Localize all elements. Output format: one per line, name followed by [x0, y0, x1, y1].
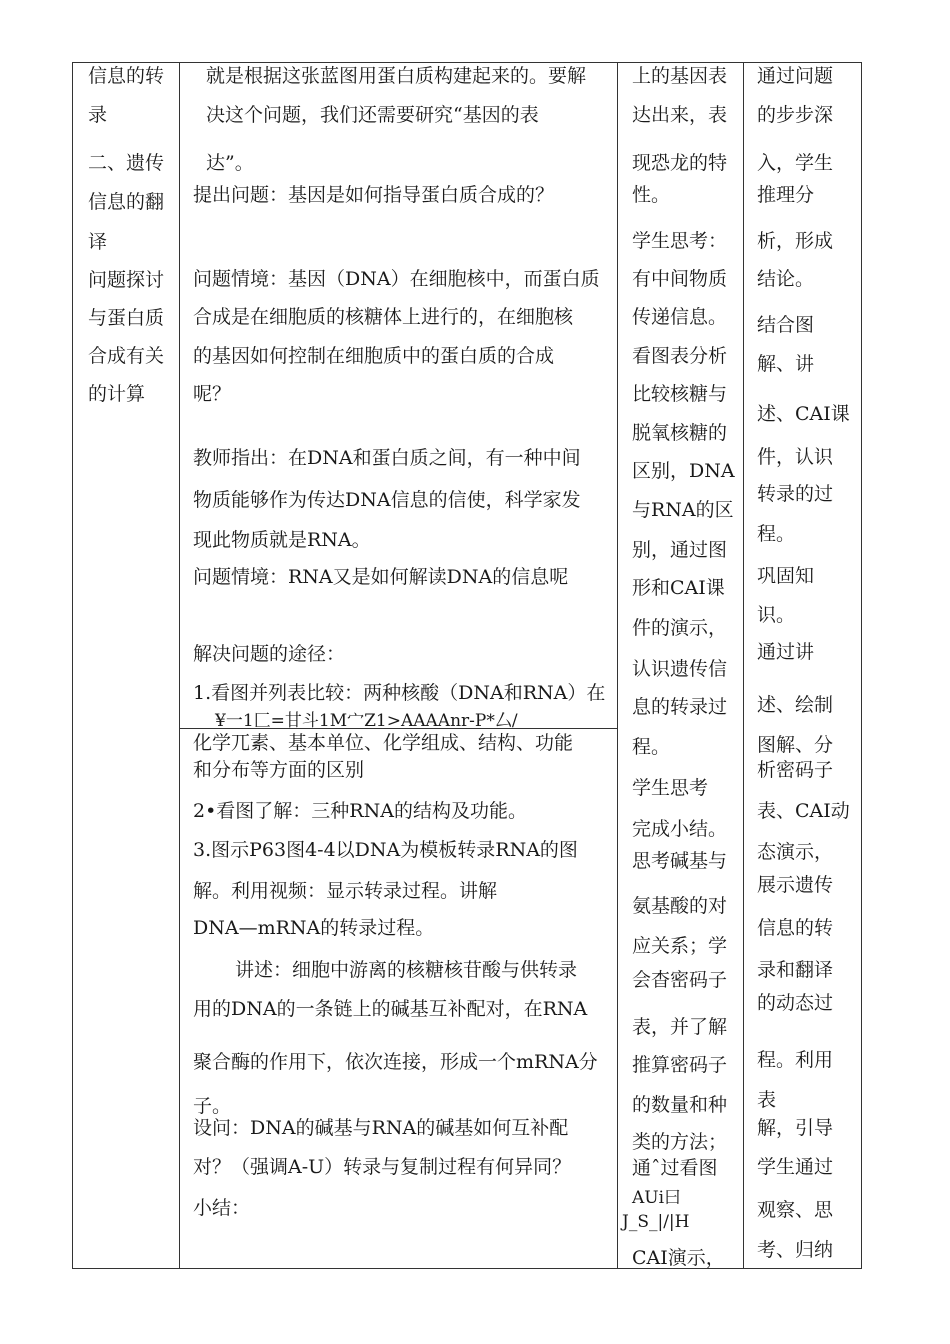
- col1-line: 与蛋白质: [88, 307, 165, 329]
- col3-line: 通ˆ过看图: [632, 1157, 718, 1179]
- col3-line: 传递信息。: [632, 306, 728, 328]
- col4-line: 通过问题: [757, 65, 834, 87]
- col1-line: 的计算: [88, 383, 146, 405]
- col3-line: 看图表分析: [632, 345, 728, 367]
- col4-line: 态演示，: [757, 841, 834, 863]
- col4-line: 录和翻译: [757, 959, 834, 981]
- col3-garbled-line: J_S_|/|H: [622, 1212, 690, 1232]
- col4-line: 表: [757, 1089, 777, 1111]
- col3-line: 件的演示，: [632, 617, 728, 639]
- col3-line: 思考碱基与: [632, 850, 728, 872]
- col2-line: 现此物质就是RNA。: [193, 529, 371, 551]
- column-divider-2: [617, 62, 618, 1269]
- col2-line: 呢？: [193, 383, 232, 405]
- col2-line: 解决问题的途径：: [193, 643, 346, 665]
- col4-line: 转录的过: [757, 483, 834, 505]
- col2-line: 和分布等方面的区别: [193, 759, 365, 781]
- col2-line: 就是根据这张蓝图用蛋白质构建起来的。要解: [206, 65, 587, 87]
- col1-line: 信息的翻: [88, 191, 165, 213]
- column-divider-3: [743, 62, 744, 1269]
- col3-line: 有中间物质: [632, 268, 728, 290]
- col2-garbled-line: ¥一1匚=甘斗1M宀Z1>AAAAnr-P*厶/: [215, 711, 518, 731]
- col2-line: 问题情境：基因（DNA）在细胞核中，而蛋白质: [193, 268, 600, 290]
- col4-line: 结论。: [757, 268, 815, 290]
- col2-line: 解。利用视频：显示转录过程。讲解: [193, 880, 498, 902]
- col1-line: 合成有关: [88, 345, 165, 367]
- col3-line: 应关系；学: [632, 935, 728, 957]
- col1-line: 信息的转: [88, 65, 165, 87]
- col3-line: 性。: [632, 184, 671, 206]
- col4-line: 通过讲: [757, 641, 815, 663]
- col2-line: 决这个问题，我们还需要研究“基因的表: [206, 104, 539, 126]
- col3-line: 脱氧核糖的: [632, 422, 728, 444]
- table-left-border: [72, 62, 73, 1269]
- table-right-border: [861, 62, 862, 1269]
- col2-line: 子。: [193, 1095, 232, 1117]
- col3-line: 认识遗传信: [632, 658, 728, 680]
- col3-line: 学生思考: [632, 777, 709, 799]
- col4-line: 析密码子: [757, 759, 834, 781]
- col4-line: 述、CAI课: [757, 403, 850, 425]
- col4-line: 的动态过: [757, 992, 834, 1014]
- col3-line: 表，并了解: [632, 1016, 728, 1038]
- col2-line: 1.看图并列表比较：两种核酸（DNA和RNA）在: [193, 682, 606, 704]
- col4-line: 述、绘制: [757, 694, 834, 716]
- col2-line: 教师指出：在DNA和蛋白质之间，有一种中间: [193, 447, 581, 469]
- col3-line: 现恐龙的特: [632, 152, 728, 174]
- col4-line: 的步步深: [757, 104, 834, 126]
- col3-line: 别，通过图: [632, 539, 728, 561]
- col4-line: 程。利用: [757, 1049, 834, 1071]
- col4-line: 程。: [757, 523, 796, 545]
- col2-line: 用的DNA的一条链上的碱基互补配对，在RNA: [193, 998, 588, 1020]
- col2-line: 讲述：细胞中游离的核糖核苷酸与供转录: [235, 959, 578, 981]
- col4-line: 观察、思: [757, 1199, 834, 1221]
- col3-line: 区别，DNA: [632, 460, 735, 482]
- col4-line: 解，引导: [757, 1117, 834, 1139]
- col4-line: 图解、分: [757, 734, 834, 756]
- col3-line: 比较核糖与: [632, 383, 728, 405]
- col3-line: 的数量和种: [632, 1094, 728, 1116]
- col4-line: 识。: [757, 604, 796, 626]
- col3-line: 会杳密码子: [632, 969, 728, 991]
- col4-line: 解、讲: [757, 353, 815, 375]
- col4-line: 信息的转: [757, 917, 834, 939]
- col3-line: CAI演示，: [632, 1247, 725, 1269]
- col4-line: 件，认识: [757, 446, 834, 468]
- col3-line: 学生思考：: [632, 230, 728, 252]
- col4-line: 考、归纳: [757, 1239, 834, 1261]
- col1-line: 问题探讨: [88, 269, 165, 291]
- col2-line: DNA—mRNA的转录过程。: [193, 917, 435, 939]
- col3-line: 息的转录过: [632, 696, 728, 718]
- col4-line: 学生通过: [757, 1156, 834, 1178]
- column-divider-1: [179, 62, 180, 1269]
- col4-line: 入，学生: [757, 152, 834, 174]
- col3-line: 形和CAI课: [632, 577, 725, 599]
- col4-line: 巩固知: [757, 565, 815, 587]
- col2-line: 聚合酶的作用下，依次连接，形成一个mRNA分: [193, 1051, 598, 1073]
- col2-line: 化学兀素、基本单位、化学组成、结构、功能: [193, 732, 574, 754]
- col1-line: 二、遗传: [88, 152, 165, 174]
- col3-line: 氨基酸的对: [632, 895, 728, 917]
- col3-garbled-line: AUi曰: [632, 1188, 682, 1208]
- col2-line: 2•看图了解：三种RNA的结构及功能。: [193, 800, 527, 822]
- col2-line: 达”。: [206, 152, 254, 174]
- col2-line: 问题情境：RNA又是如何解读DNA的信息呢: [193, 566, 569, 588]
- col2-line: 合成是在细胞质的核糖体上进行的，在细胞核: [193, 306, 574, 328]
- col4-line: 表、CAI动: [757, 800, 850, 822]
- col1-line: 录: [88, 104, 108, 126]
- col3-line: 类的方法；: [632, 1131, 728, 1153]
- col4-line: 结合图: [757, 314, 815, 336]
- col3-line: 上的基因表: [632, 65, 728, 87]
- col2-line: 的基因如何控制在细胞质中的蛋白质的合成: [193, 345, 555, 367]
- col3-line: 程。: [632, 736, 671, 758]
- col2-line: 3.图示P63图4-4以DNA为模板转录RNA的图: [193, 839, 578, 861]
- col2-line: 设问：DNA的碱基与RNA的碱基如何互补配: [193, 1117, 569, 1139]
- col3-line: 与RNA的区: [632, 499, 734, 521]
- col3-line: 达出来，表: [632, 104, 728, 126]
- col2-line: 对？（强调A-U）转录与复制过程有何异同？: [193, 1156, 572, 1178]
- col3-line: 完成小结。: [632, 818, 728, 840]
- col2-line: 小结：: [193, 1197, 251, 1219]
- col1-line: 译: [88, 231, 108, 253]
- col4-line: 展示遗传: [757, 874, 834, 896]
- col4-line: 析，形成: [757, 230, 834, 252]
- col2-line: 物质能够作为传达DNA信息的信使，科学家发: [193, 489, 581, 511]
- col4-line: 推理分: [757, 184, 815, 206]
- col2-line: 提出问题：基因是如何指导蛋白质合成的？: [193, 184, 555, 206]
- col3-line: 推算密码子: [632, 1054, 728, 1076]
